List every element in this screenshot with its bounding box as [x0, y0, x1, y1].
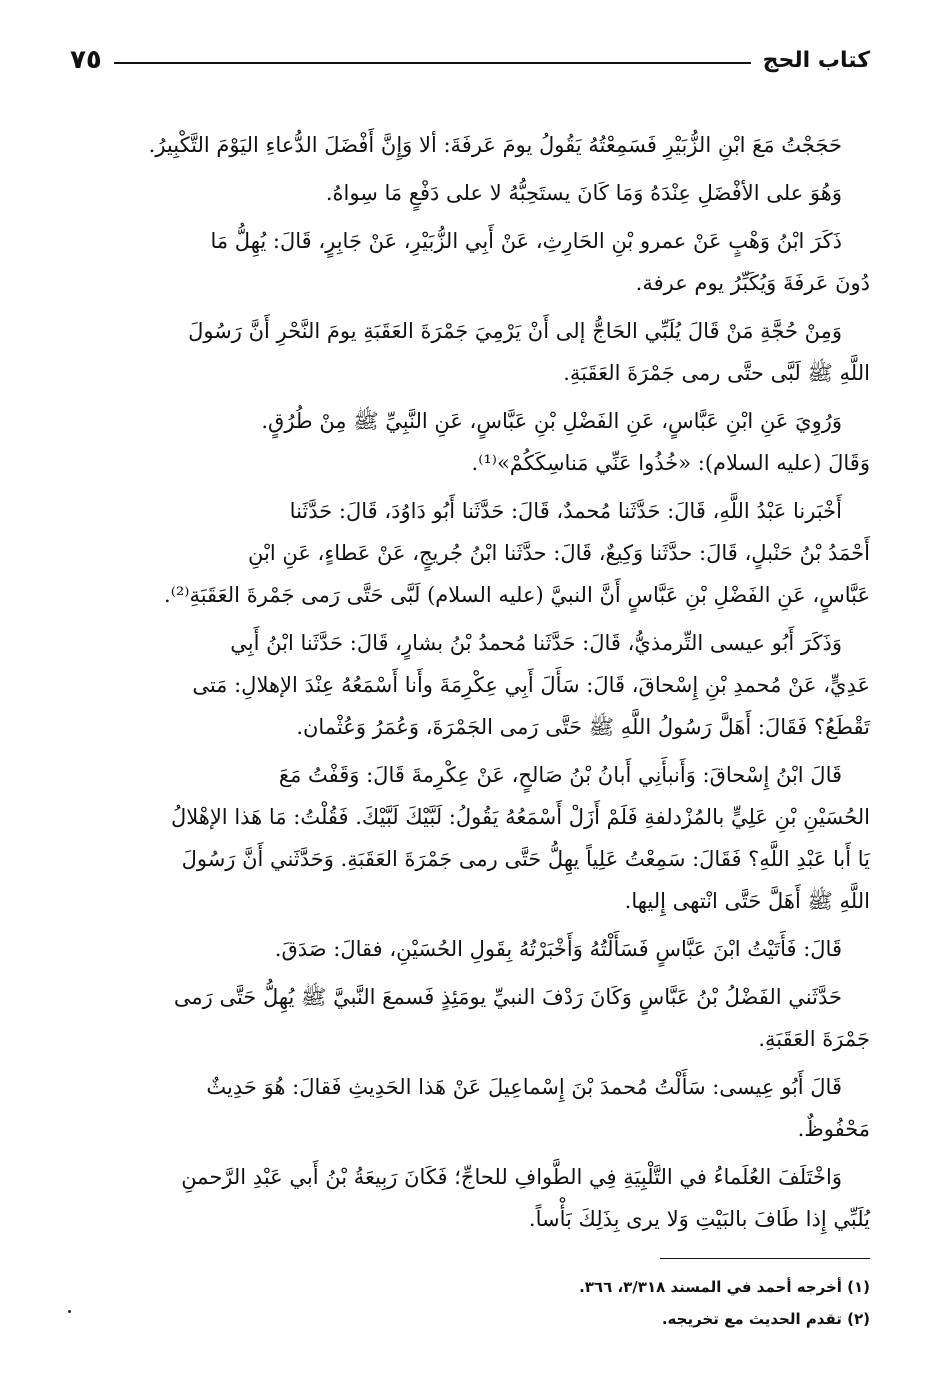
text-line: أَحْمَدُ بْنُ حَنْبلٍ، قَالَ: حدَّثَنا وَكِيعٌ، قَالَ: حدَّثَنا ابْنُ جُريجٍ، عَنْ عَطاءٍ، عَنِ ابْنِ: [248, 541, 870, 565]
text-line: حَدَّثَني الفَضْلُ بْنُ عَبَّاسٍ وَكَانَ رَدْفَ النبيِّ يومَئِذٍ فَسمعَ النَّبيَّ ﷺ يُهِلُّ حَتَّى رَمى: [173, 985, 842, 1009]
text-line: حَجَجْتُ مَعَ ابْنِ الزُّبَيْرِ فَسَمِعْتُهُ يَقُولُ يومَ عَرفَةَ: ألا وَإِنَّ أَفْضَلَ الدُّعاءِ اليَوْمَ التَّكْبِيرُ.: [148, 133, 842, 157]
footnote: (١) أخرجه أحمد في المسند ٣/٣١٨، ٣٦٦.: [579, 1278, 870, 1296]
text-line: وَذَكَرَ أَبُو عيسى التِّرمذيُّ، قَالَ: حَدَّثَنا مُحمدُ بْنُ بشارٍ، قَالَ: حَدَّثَنا ابْنُ أَبِي: [230, 631, 842, 655]
text-line: دُونَ عَرفَةَ وَيُكَبِّرُ يوم عرفة.: [635, 271, 870, 295]
text-line: وَاخْتَلَفَ العُلَماءُ في التَّلْبِيَةِ فِي الطَّوافِ للحاجِّ؛ فَكَانَ رَبِيعَةُ بْنُ أَبي عَبْدِ الرَّحمنِ: [181, 1165, 842, 1189]
footnote: (٢) تقدم الحديث مع تخريجه.: [661, 1310, 870, 1328]
paragraph: [70, 976, 870, 1060]
header-rule: [114, 62, 751, 64]
text-line: قَالَ ابْنُ إِسْحاقَ: وَأَنبأَنِي أَبانُ بْنُ صَالحٍ، عَنْ عِكْرِمةَ قَالَ: وَقَفْتُ مَعَ: [278, 763, 842, 787]
text-line: اللَّهِ ﷺ أَهَلَّ حَتَّى انْتهى إِليها.: [624, 889, 870, 913]
paragraph: [70, 754, 870, 922]
text-line: مَحْفُوظٌ.: [797, 1117, 870, 1141]
text-line: اللَّهِ ﷺ لَبَّى حتَّى رمى جَمْرَةَ العَقَبَةِ.: [563, 361, 870, 385]
paragraph: [70, 1066, 870, 1150]
paragraph: [70, 1156, 870, 1240]
text-line: وَقَالَ (عليه السلام): «خُذُوا عَنِّي مَناسِكَكُمْ»⁽¹⁾.: [471, 451, 870, 475]
paragraph: [70, 172, 870, 214]
paragraph: [70, 220, 870, 304]
text-line: وَهُوَ على الأفْضَلِ عِنْدَهُ وَمَا كَانَ يستَحِبُّهُ لا على دَفْعٍ مَا سِواهُ.: [325, 181, 842, 205]
paragraph: [70, 622, 870, 748]
text-line: يُلَبِّي إِذا طَافَ بالبَيْتِ وَلا يرى بِذَلِكَ بَأْساً.: [528, 1207, 870, 1231]
paragraph: [70, 400, 870, 484]
footnotes: [70, 1271, 870, 1335]
text-line: أَخْبَرنا عَبْدُ اللَّهِ، قَالَ: حَدَّثَنا مُحمدٌ، قَالَ: حَدَّثَنا أَبُو دَاوُدَ، قَالَ: حَدَّثَنا: [289, 499, 842, 523]
text-line: يَا أَبا عَبْدِ اللَّهِ؟ فَقَالَ: سَمِعْتُ عَلِياً يهِلُّ حَتَّى رمى جَمْرَةَ العَقَبَةِ. وَحَدَّثَني أَنَّ رَسُولَ: [181, 847, 870, 871]
text-line: الحُسَيْنِ بْنِ عَلِيٍّ بالمُزْدلفةِ فَلَمْ أَزَلْ أَسْمَعُهُ يَقُولُ: لَبَّيْكَ لَبَّيْكَ. فَقُلْتُ: مَا هَذا الإهْلالُ: [170, 805, 870, 829]
text-line: قَالَ أَبُو عِيسى: سَأَلْتُ مُحمدَ بْنَ إِسْماعِيلَ عَنْ هَذا الحَدِيثِ فَقالَ: هُوَ حَدِيثٌ: [206, 1075, 842, 1099]
paragraph: [70, 124, 870, 166]
stray-dot: [68, 1310, 71, 1313]
text-line: قَالَ: فَأَتَيْتُ ابْنَ عَبَّاسٍ فَسَأَلْتُهُ وَأَخْبَرْتُهُ بِقَولِ الحُسَيْنِ، فقالَ: صَدَقَ.: [274, 937, 842, 961]
text-line: وَرُوِيَ عَنِ ابْنِ عَبَّاسٍ، عَنِ الفَضْلِ بْنِ عَبَّاسٍ، عَنِ النَّبِيِّ ﷺ مِنْ طُرُقٍ.: [261, 409, 842, 433]
page-number: ٧٥: [70, 45, 102, 75]
text-line: عَدِيٍّ، عَنْ مُحمدِ بْنِ إِسْحاقَ، قَالَ: سَأَلَ أَبِي عِكْرِمَةَ وأَنا أَسْمَعُهُ عِنْدَ الإهلالِ: مَتى: [192, 673, 870, 697]
text-line: عَبَّاسٍ، عَنِ الفَضْلِ بْنِ عَبَّاسٍ أَنَّ النبيَّ (عليه السلام) لَبَّى حَتَّى رَمى جَمْرةَ العَقَبَةِ⁽²⁾.: [164, 583, 870, 607]
page-header: [70, 38, 870, 82]
paragraph: [70, 310, 870, 394]
text-line: جَمْرَةَ العَقَبَةِ.: [758, 1027, 870, 1051]
footnote-rule: [660, 1258, 870, 1259]
book-page: [70, 38, 870, 1335]
page-body: [70, 124, 870, 1240]
running-title: كتاب الحج: [762, 47, 870, 73]
text-line: تَقْطَعُ؟ فَقَالَ: أَهَلَّ رَسُولُ اللَّهِ ﷺ حَتَّى رَمى الجَمْرَةَ، وَعُمَرُ وَعُثْمان.: [296, 715, 870, 739]
paragraph: [70, 490, 870, 616]
text-line: ذَكَرَ ابْنُ وَهْبٍ عَنْ عمرو بْنِ الحَارِثِ، عَنْ أَبِي الزُّبَيْرِ، عَنْ جَابِرٍ، قَالَ: يُهِلُّ مَا: [210, 229, 842, 253]
text-line: وَمِنْ حُجَّةِ مَنْ قَالَ يُلَبِّي الحَاجُّ إلى أَنْ يَرْمِيَ جَمْرَةَ العَقَبَةِ يومَ النَّحْرِ أَنَّ رَسُولَ: [188, 319, 842, 343]
paragraph: [70, 928, 870, 970]
